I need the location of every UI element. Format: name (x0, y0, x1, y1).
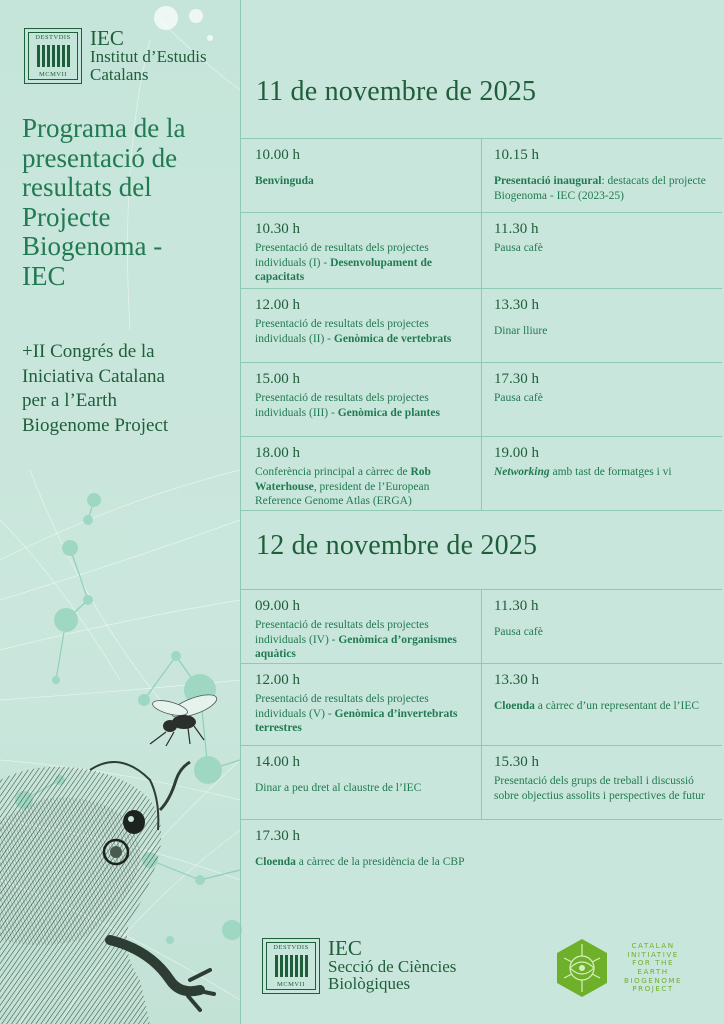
title-line: Projecte (22, 201, 111, 232)
slot-time: 15.30 h (494, 754, 539, 770)
slot-description (494, 324, 714, 339)
seal-columns (37, 45, 70, 67)
iec-section-logo (262, 938, 456, 994)
slot-description (494, 774, 714, 803)
ci-ebp-hexagon-logo (556, 938, 608, 998)
subtitle-line: Biogenome Project (22, 414, 169, 436)
slot-description (255, 855, 714, 870)
subtitle-line: per a l’Earth (22, 390, 117, 411)
slot-description (255, 618, 473, 662)
title-line: IEC (22, 260, 66, 291)
schedule-row (240, 820, 722, 902)
ci-ebp-line: INITIATIVE (627, 949, 679, 959)
slot-description-part: Dinar lliure (494, 325, 548, 337)
slot-description (255, 465, 473, 509)
slot-description-part: Genòmica de plantes (337, 406, 440, 419)
iec-name-line2: Catalans (90, 65, 149, 84)
slot-time: 11.30 h (494, 598, 539, 614)
slot-description (255, 781, 473, 796)
slot-description (494, 241, 714, 256)
schedule-row (240, 590, 722, 664)
slot-description-part: Presentació inaugural (494, 175, 602, 187)
schedule-slot (240, 213, 481, 288)
slot-description-part: Pausa cafè (494, 626, 543, 638)
slot-time: 10.30 h (255, 221, 300, 237)
seal-top-text: DESTVDIS (273, 944, 309, 951)
ci-ebp-line: EARTH (637, 967, 669, 976)
slot-description-part: a càrrec de la presidència de la CBP (295, 856, 465, 868)
schedule-slot (481, 363, 722, 436)
slot-description-part: Desenvolupament de capacitats (255, 256, 432, 283)
slot-description (494, 391, 714, 406)
ci-ebp-logo (556, 938, 682, 998)
slot-time: 11.30 h (494, 221, 539, 237)
schedule-row (240, 139, 722, 213)
slot-description-part: Conferència principal a càrrec de (255, 466, 411, 478)
ci-ebp-text (624, 942, 682, 994)
title-line: Biogenoma - (22, 231, 163, 261)
schedule-row (240, 746, 722, 820)
section-abbr: IEC (328, 936, 362, 960)
iec-logo (24, 28, 207, 84)
slot-time: 19.00 h (494, 445, 539, 461)
slot-time: 10.15 h (494, 147, 539, 163)
schedule-row (240, 213, 722, 289)
slot-time: 12.00 h (255, 672, 300, 688)
schedule-slot (240, 437, 481, 510)
day2-date: 12 de novembre de 2025 (256, 530, 538, 561)
slot-description (255, 241, 473, 285)
schedule-slot (481, 213, 722, 288)
subtitle-line: +II Congrés de la (22, 341, 155, 362)
schedule-slot (481, 289, 722, 362)
schedule-slot (240, 820, 722, 902)
slot-description (494, 174, 714, 203)
iec-seal-icon (24, 28, 82, 84)
schedule-slot (240, 289, 481, 362)
schedule-row (240, 664, 722, 746)
ci-ebp-line: CATALAN (631, 941, 675, 951)
slot-description-part: Dinar a peu dret al claustre de l’IEC (255, 782, 422, 794)
slot-description-part: Genòmica d’invertebrats terrestres (255, 707, 458, 734)
frog-illustration (0, 740, 240, 1024)
schedule-row (240, 289, 722, 363)
schedule-row (240, 437, 722, 511)
slot-description-part: Rob Waterhouse (255, 466, 431, 493)
day2-schedule (240, 589, 722, 902)
day1-date: 11 de novembre de 2025 (256, 76, 537, 107)
schedule-slot (240, 664, 481, 745)
slot-description-part: Presentació de resultats dels projectes individuals (II) - (255, 318, 429, 345)
title-line: Programa de la (22, 113, 186, 143)
title-line: presentació de (22, 142, 178, 173)
slot-time: 14.00 h (255, 754, 300, 770)
slot-description-part: Benvinguda (255, 175, 314, 187)
slot-description (255, 317, 473, 346)
schedule-row (240, 363, 722, 437)
slot-time: 12.00 h (255, 297, 300, 313)
schedule-slot (481, 437, 722, 510)
schedule-slot (240, 746, 481, 819)
slot-description-part: Presentació de resultats dels projectes individuals (III) - (255, 392, 429, 419)
slot-description-part: Genòmica de vertebrats (333, 332, 452, 345)
bee-illustration (140, 688, 220, 748)
slot-description-part: Presentació de resultats dels projectes individuals (I) - (255, 242, 429, 269)
seal-columns (275, 955, 308, 977)
slot-time: 17.30 h (494, 371, 539, 387)
slot-description-part: Presentació dels grups de treball i discussió sobre objectius assolits i perspectives de futur (494, 775, 705, 802)
seal-bottom-text: MCMVII (277, 981, 305, 988)
slot-description-part: Cloenda (494, 700, 535, 712)
schedule-slot (240, 590, 481, 663)
seal-top-text: DESTVDIS (35, 34, 71, 41)
section-name-line2: Biològiques (328, 974, 411, 993)
slot-description-part: Genòmica d’organismes aquàtics (255, 633, 457, 660)
ci-ebp-line: PROJECT (632, 984, 674, 994)
slot-time: 09.00 h (255, 598, 300, 614)
subtitle-line: Iniciativa Catalana (22, 365, 165, 387)
iec-abbr: IEC (90, 26, 124, 50)
schedule-slot (240, 363, 481, 436)
slot-description (494, 465, 714, 480)
slot-description-part: amb tast de formatges i vi (549, 466, 672, 478)
slot-description-part: Cloenda (255, 856, 296, 868)
slot-description-part: , president de l’European Reference Genome Atlas (ERGA) (255, 480, 430, 507)
slot-description-part: Presentació de resultats dels projectes individuals (V) - (255, 693, 429, 720)
slot-description-part: : destacats del projecte Biogenoma - IEC (2023-25) (494, 175, 706, 202)
schedule-slot (240, 139, 481, 212)
slot-time: 15.00 h (255, 371, 300, 387)
schedule-slot (481, 746, 722, 819)
slot-time: 18.00 h (255, 445, 300, 461)
slot-description-part: Pausa cafè (494, 242, 543, 254)
seal-bottom-text: MCMVII (39, 71, 67, 78)
slot-description (255, 692, 473, 736)
slot-time: 13.30 h (494, 297, 539, 313)
ci-ebp-line: BIOGENOME (624, 975, 683, 985)
slot-time: 10.00 h (255, 147, 300, 163)
schedule-slot (481, 139, 722, 212)
page-title (22, 114, 236, 291)
schedule-slot (481, 590, 722, 663)
slot-description-part: a càrrec d’un representant de l’IEC (534, 700, 700, 712)
section-name-line1: Secció de Ciències (328, 957, 457, 976)
slot-time: 17.30 h (255, 828, 300, 844)
slot-description-part: Presentació de resultats dels projectes individuals (IV) - (255, 619, 429, 646)
slot-description (255, 174, 473, 189)
schedule-slot (481, 664, 722, 745)
slot-description (494, 625, 714, 640)
title-line: resultats del (22, 172, 152, 202)
day1-schedule (240, 138, 722, 511)
slot-description-part: Pausa cafè (494, 392, 543, 404)
subtitle (22, 340, 236, 438)
slot-description-part: Networking (494, 466, 550, 478)
slot-description (255, 391, 473, 420)
ci-ebp-line: FOR THE (632, 958, 675, 968)
slot-time: 13.30 h (494, 672, 539, 688)
iec-seal-icon (262, 938, 320, 994)
slot-description (494, 699, 714, 714)
iec-name-line1: Institut d’Estudis (90, 47, 207, 66)
